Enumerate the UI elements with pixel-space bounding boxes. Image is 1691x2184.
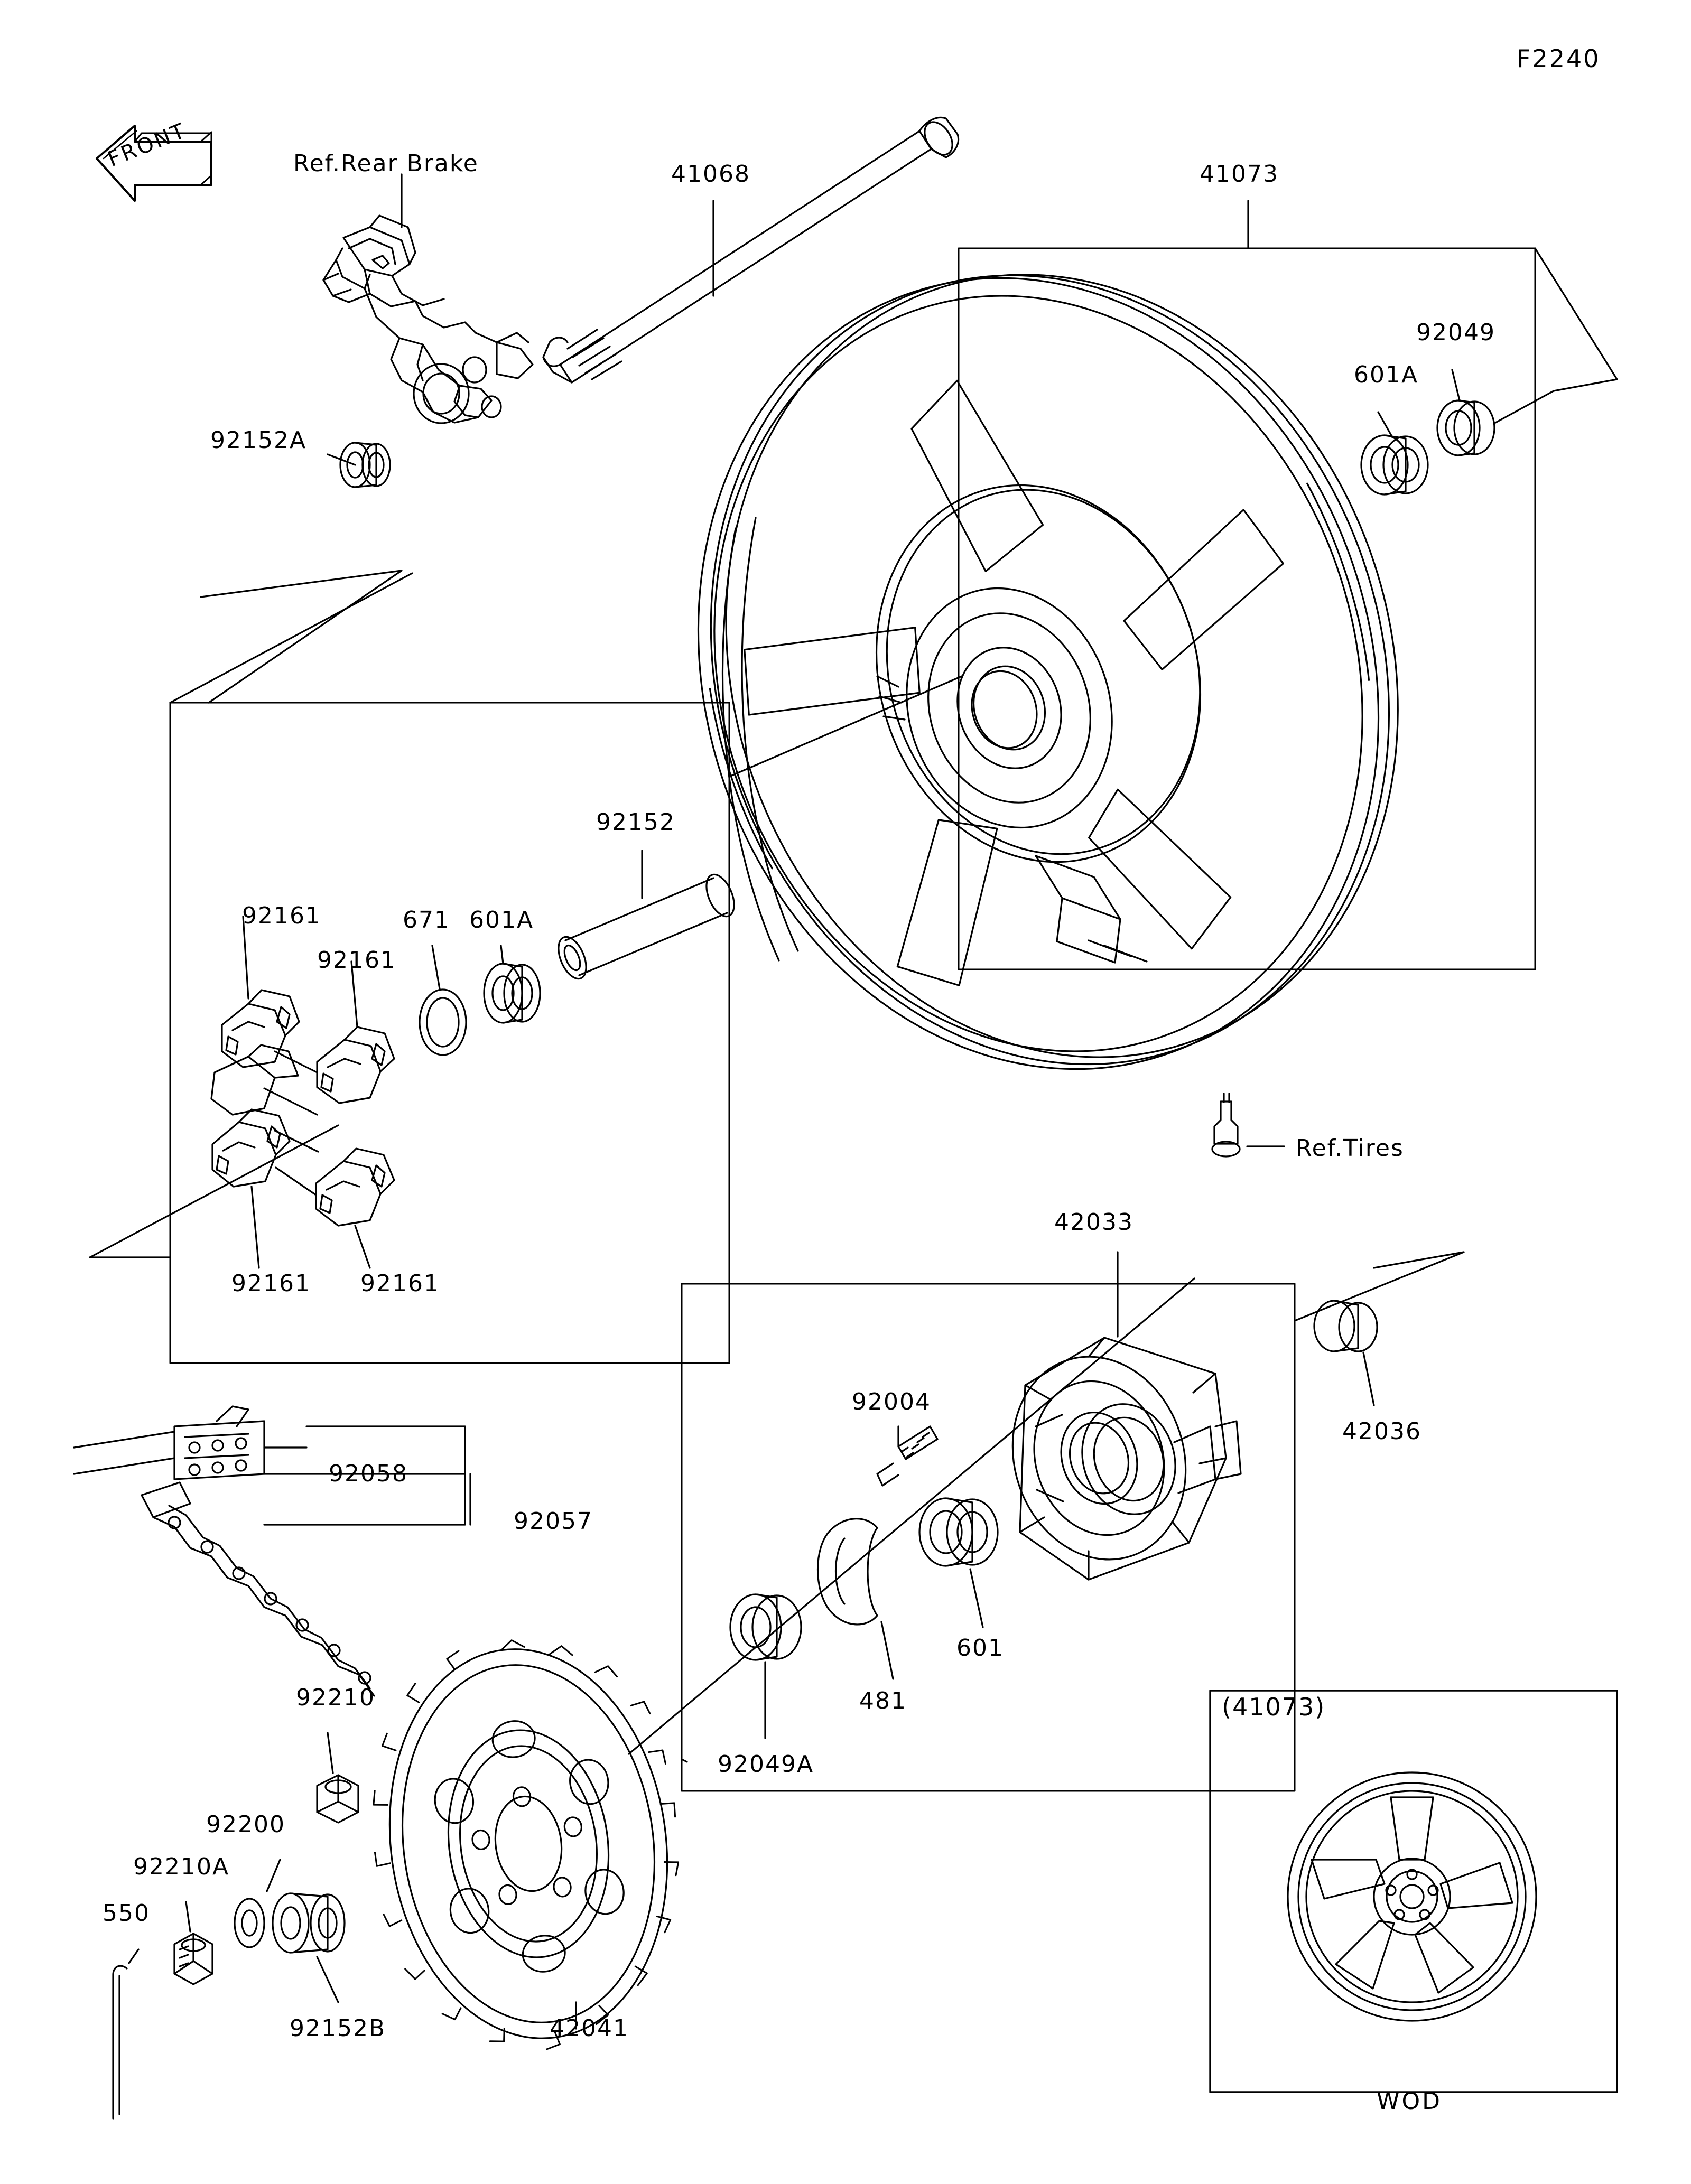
- drive-chain-part: [74, 1406, 470, 1696]
- label-601a-right: 601A: [1354, 361, 1419, 388]
- label-92058: 92058: [329, 1460, 408, 1487]
- nut-92210a-part: [174, 1902, 212, 1984]
- circlip-481-part: [818, 1519, 894, 1679]
- label-92004: 92004: [852, 1388, 931, 1415]
- collar-92152a-part: [340, 443, 390, 487]
- rear-sprocket-part: [348, 1621, 705, 2069]
- label-92152: 92152: [596, 809, 675, 836]
- inset-wheel-art: [1288, 1772, 1536, 2021]
- bearing-601a-right-part: [1361, 412, 1428, 494]
- bearing-601a-left-part: [484, 946, 540, 1023]
- label-92161-lr: 92161: [360, 1270, 440, 1297]
- label-92057: 92057: [514, 1508, 593, 1535]
- cotter-pin-550-part: [113, 1949, 138, 2118]
- inset-caption: (41073): [1222, 1693, 1326, 1721]
- label-671: 671: [403, 907, 450, 934]
- coupling-42033-part: [987, 1284, 1241, 1582]
- label-550: 550: [103, 1900, 150, 1927]
- label-92152a: 92152A: [210, 427, 307, 454]
- collar-92152-part: [553, 851, 739, 983]
- o-ring-671-part: [420, 946, 466, 1055]
- label-42036: 42036: [1342, 1418, 1421, 1445]
- label-92161-ur: 92161: [317, 947, 396, 974]
- label-42033: 42033: [1054, 1209, 1133, 1236]
- rear-wheel-part: [598, 182, 1499, 1162]
- front-arrow-text: FRONT: [104, 118, 190, 172]
- inset-footer: WOD: [1377, 2088, 1443, 2115]
- label-92049a: 92049A: [718, 1751, 814, 1778]
- label-92161-ll: 92161: [231, 1270, 311, 1297]
- front-arrow-badge: [92, 112, 214, 197]
- label-92200: 92200: [206, 1811, 285, 1838]
- bearing-601-part: [919, 1498, 998, 1627]
- tire-valve-icon: [1212, 1094, 1284, 1156]
- label-92161-ul: 92161: [242, 902, 321, 929]
- rear-brake-caliper: [323, 174, 533, 423]
- oil-seal-92049a-part: [730, 1594, 801, 1738]
- ref-rear-brake-label: Ref.Rear Brake: [293, 150, 479, 177]
- label-481: 481: [859, 1687, 907, 1714]
- label-601a-left: 601A: [469, 907, 534, 934]
- cap-42036-part: [1314, 1252, 1464, 1405]
- label-92210: 92210: [296, 1684, 375, 1711]
- label-92152b: 92152B: [290, 2015, 386, 2042]
- label-42041: 42041: [550, 2015, 629, 2042]
- ref-tires-label: Ref.Tires: [1296, 1135, 1404, 1162]
- collar-92152b-part: [273, 1893, 345, 2002]
- rear-axle-part: [543, 117, 959, 382]
- label-41073: 41073: [1200, 161, 1279, 188]
- label-41068: 41068: [671, 161, 750, 188]
- label-92210a: 92210A: [133, 1853, 230, 1880]
- oil-seal-92049-part: [1437, 248, 1617, 455]
- label-601: 601: [956, 1635, 1004, 1662]
- nut-92210-part: [317, 1733, 358, 1823]
- label-92049: 92049: [1416, 319, 1495, 346]
- stud-92004-part: [877, 1426, 937, 1486]
- sheet-code: F2240: [1517, 44, 1601, 73]
